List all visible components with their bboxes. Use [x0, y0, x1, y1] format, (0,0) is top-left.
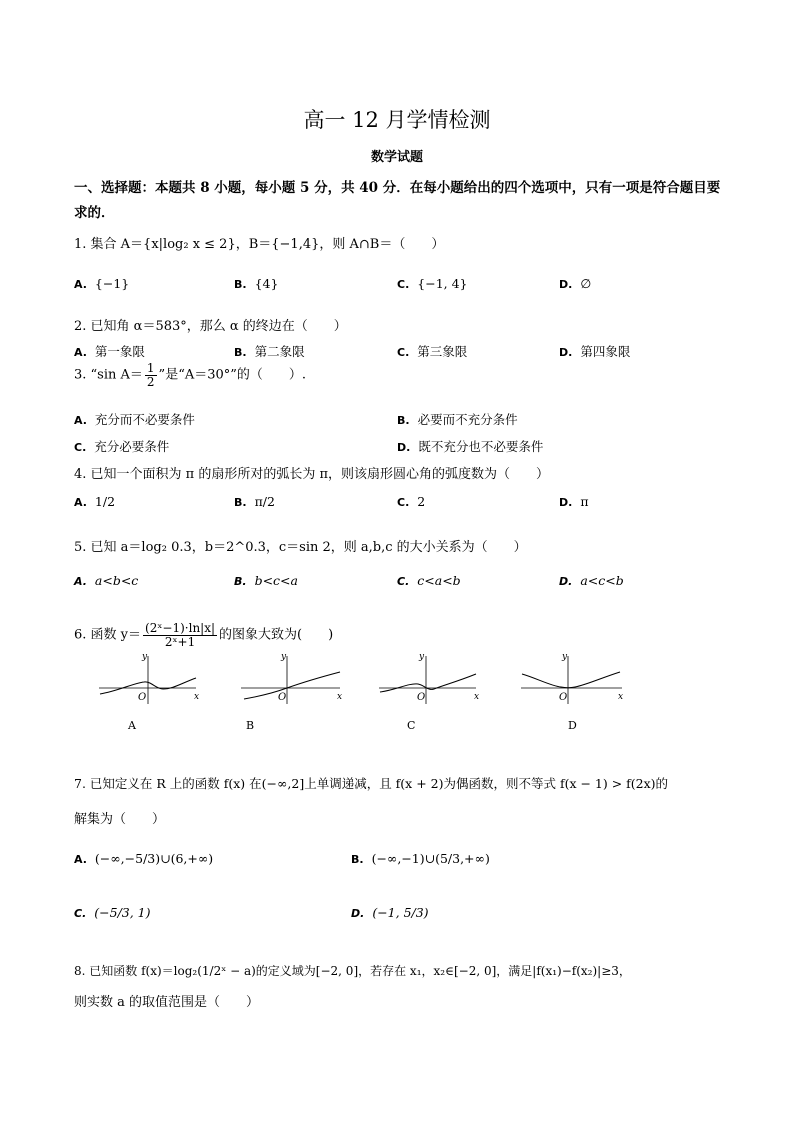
origin-label: O	[278, 692, 287, 703]
x-axis-label: x	[618, 692, 624, 702]
q7-option-b: B. (−∞,−1)∪(5/3,+∞)	[351, 851, 490, 866]
x-axis-label: x	[337, 692, 343, 702]
q1-option-b: B. {4}	[234, 276, 279, 291]
question-5-stem: 5. 已知 a＝log₂ 0.3，b＝2^0.3，c＝sin 2，则 a,b,c 的大小关系为（ ）	[74, 540, 527, 555]
q2-option-c: C. 第三象限	[397, 344, 468, 359]
q1-option-d: D. ∅	[559, 276, 592, 291]
q4-option-d: D. π	[559, 494, 589, 509]
q1-option-c: C. {−1, 4}	[397, 276, 468, 291]
y-axis-label: y	[562, 652, 568, 662]
y-axis-label: y	[419, 652, 425, 662]
question-2-stem: 2. 已知角 α＝583°，那么 α 的终边在（ ）	[74, 319, 347, 334]
q4-option-b: B. π/2	[234, 494, 275, 509]
q4-option-a: A. 1/2	[74, 494, 116, 509]
graph-c	[379, 652, 479, 704]
q3-option-b: B. 必要而不充分条件	[397, 412, 518, 427]
graph-c-label: C	[407, 719, 416, 732]
q5-option-c: C. c<a<b	[397, 573, 461, 588]
y-axis-label: y	[281, 652, 287, 662]
q2-option-d: D. 第四象限	[559, 344, 631, 359]
question-7-line-1: 7. 已知定义在 R 上的函数 f(x) 在(−∞,2]上单调递减，且 f(x + 2)为偶函数，则不等式 f(x − 1) > f(2x)的	[74, 776, 669, 791]
q2-option-a: A. 第一象限	[74, 344, 145, 359]
q5-option-b: B. b<c<a	[234, 573, 298, 588]
graph-a	[99, 652, 199, 704]
question-3-stem: 3. “sin A＝ $\frac{1}{2}$ ”是“A＝30°”的（ ）.	[74, 361, 307, 389]
q3-option-d: D. 既不充分也不必要条件	[397, 439, 544, 454]
q1-option-a: A. {−1}	[74, 276, 130, 291]
q5-option-d: D. a<c<b	[559, 573, 624, 588]
x-axis-label: x	[194, 692, 200, 702]
section-header: 一、选择题：本题共 8 小题，每小题 5 分，共 40 分．在每小题给出的四个选项中，只有一项是符合题目要求的．	[74, 180, 721, 221]
q7-option-d: D. (−1, 5/3)	[351, 905, 429, 920]
q7-option-c: C. (−5/3, 1)	[74, 905, 151, 920]
q4-option-c: C. 2	[397, 494, 426, 509]
q3-option-a: A. 充分而不必要条件	[74, 412, 195, 427]
q7-option-a: A. (−∞,−5/3)∪(6,+∞)	[74, 851, 214, 866]
fraction: $\frac{1}{2}$	[146, 361, 155, 389]
q2-option-b: B. 第二象限	[234, 344, 305, 359]
y-axis-label: y	[142, 652, 148, 662]
graph-b-label: B	[246, 719, 255, 732]
origin-label: O	[559, 692, 568, 703]
question-7-line-2: 解集为（ ）	[74, 812, 166, 827]
q5-option-a: A. a<b<c	[74, 573, 139, 588]
graph-b	[241, 652, 342, 704]
q3-option-c: C. 充分必要条件	[74, 439, 170, 454]
origin-label: O	[138, 692, 147, 703]
question-8-line-2: 则实数 a 的取值范围是（ ）	[74, 995, 260, 1010]
question-8-line-1: 8. 已知函数 f(x)＝log₂(1/2ˣ − a)的定义域为[−2, 0]，若存在 x₁，x₂∈[−2, 0]，满足|f(x₁)−f(x₂)|≥3，	[74, 964, 631, 978]
page-title: 高一 12 月学情检测	[303, 108, 491, 132]
page-subtitle: 数学试题	[370, 150, 423, 165]
fraction: $\frac{\text{(2ˣ−1)·ln|x|}}{\text{2ˣ+1}}$	[145, 621, 216, 649]
graph-a-label: A	[128, 719, 136, 732]
x-axis-label: x	[474, 692, 480, 702]
graph-d-label: D	[568, 719, 577, 732]
origin-label: O	[417, 692, 426, 703]
question-1-stem: 1. 集合 A＝{x|log₂ x ≤ 2}，B＝{−1,4}，则 A∩B＝（ ）	[74, 237, 445, 252]
question-4-stem: 4. 已知一个面积为 π 的扇形所对的弧长为 π，则该扇形圆心角的弧度数为（ ）	[74, 467, 550, 482]
graph-d	[521, 652, 623, 704]
graphs-row	[96, 650, 636, 710]
question-6-stem: 6. 函数 y＝ $\frac{\text{(2ˣ−1)·ln|x|}}{\text{2ˣ+1}}$ 的图象大致为( )	[74, 621, 334, 649]
